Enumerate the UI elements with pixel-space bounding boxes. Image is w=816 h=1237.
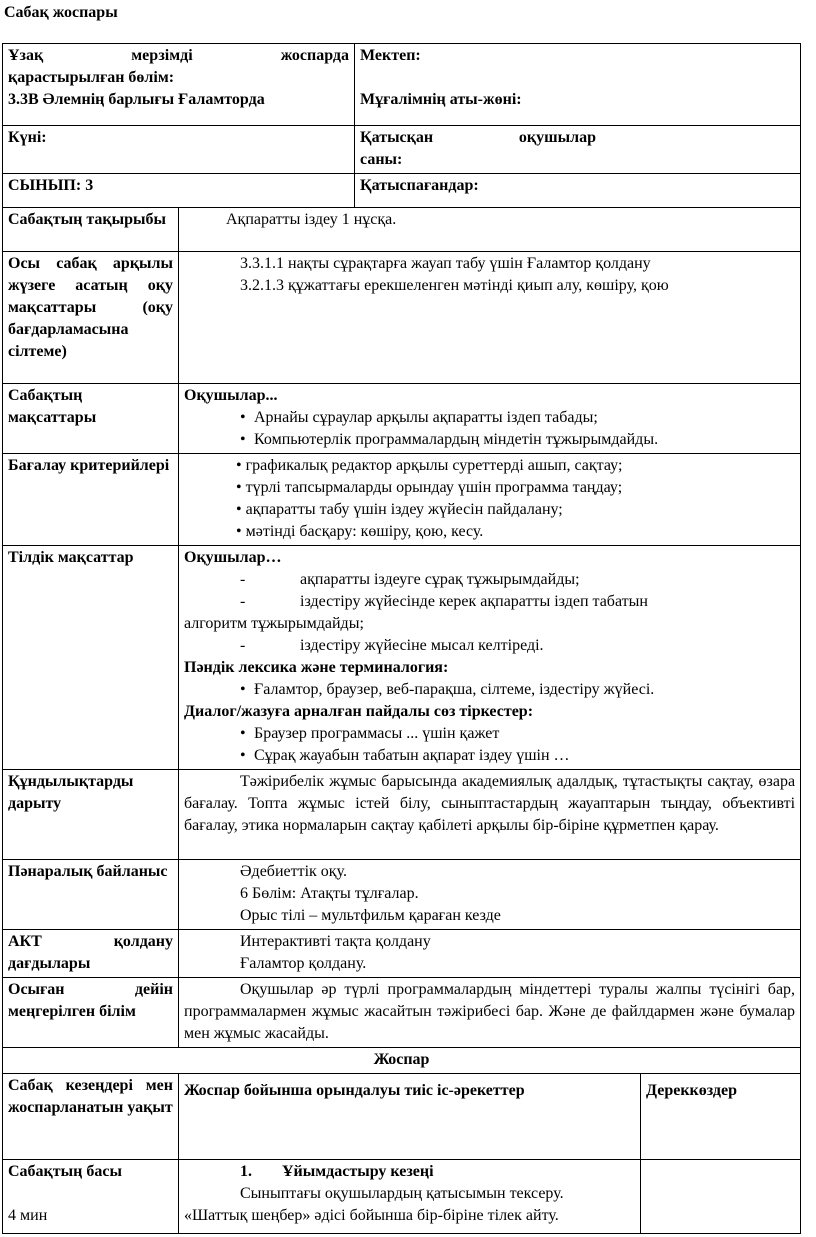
bullet-icon: • <box>240 725 246 742</box>
bullet-icon: • <box>240 747 246 764</box>
criteria-item: • ақпаратты табу үшін іздеу жүйесін пайдалану; <box>236 501 563 518</box>
language-dash-item: - ақпаратты іздеуге сұрақ тұжырымдайды; <box>240 571 580 588</box>
header-row-grade <box>3 174 801 208</box>
teacher-label: Мұғалімнің аты-жөні: <box>360 91 522 108</box>
header-row-date <box>3 126 801 174</box>
cross-item: 6 Бөлім: Атақты тұлғалар. <box>240 885 419 902</box>
cross-item: Орыс тілі – мультфильм қараған кезде <box>240 907 501 924</box>
stage-title: Ұйымдастыру кезеңі <box>282 1163 434 1180</box>
plan-col-resources: Дереккөздер <box>641 1074 801 1160</box>
plan-col-stages: Сабақ кезеңдері мен жоспарланатын уақыт <box>3 1074 179 1160</box>
stage-number: 1. <box>240 1163 252 1180</box>
prior-text: Оқушылар әр түрлі программалардың міндеттері туралы жалпы түсінігі бар, программалармен жұмыс жасайтын тәжірибесі бар. Және де файлдармен және бумалар мен жұмыс жасайды. <box>179 978 801 1048</box>
criteria-label: Бағалау критерийлері <box>3 454 179 546</box>
ict-item: Ғаламтор қолдану. <box>240 955 367 972</box>
plan-title-row <box>3 1048 801 1074</box>
bullet-icon: • <box>240 409 246 426</box>
goals-row <box>3 384 801 454</box>
bullet-icon: • <box>240 681 246 698</box>
goals-intro: Оқушылар... <box>184 387 278 404</box>
absent-cell <box>355 174 801 208</box>
bullet-icon: • <box>240 431 246 448</box>
plan-title: Жоспар <box>3 1048 801 1074</box>
cross-cell <box>179 860 801 930</box>
school-cell <box>355 44 801 126</box>
stage-label-cell <box>3 1160 179 1234</box>
section-label-1: Ұзақ мерзімді жоспарда <box>8 47 350 64</box>
ict-cell <box>179 930 801 978</box>
stage-time: 4 мин <box>8 1207 48 1224</box>
school-label: Мектеп: <box>360 47 421 64</box>
prior-label: Осыған дейін меңгерілген білім <box>3 978 179 1048</box>
stage-row <box>3 1160 801 1234</box>
section-value: 3.3В Әлемнің барлығы Ғаламторда <box>8 91 265 108</box>
ict-row <box>3 930 801 978</box>
dialog-item: • Сұрақ жауабын табатын ақпарат іздеу үшін … <box>184 745 795 767</box>
plan-header-row <box>3 1074 801 1160</box>
plan-col-actions: Жоспар бойынша орындалуы тиіс іс-әрекеттер <box>179 1074 641 1160</box>
objectives-row <box>3 252 801 384</box>
language-label: Тілдік мақсаттар <box>3 546 179 770</box>
lesson-plan-table <box>2 43 801 1234</box>
criteria-row <box>3 454 801 546</box>
present-cell <box>355 126 801 174</box>
language-intro: Оқушылар… <box>184 549 282 566</box>
present-label-1: Қатысқан оқушылар <box>360 129 597 146</box>
stage-actions-cell <box>179 1160 641 1234</box>
goals-label: Сабақтың мақсаттары <box>3 384 179 454</box>
prior-row <box>3 978 801 1048</box>
topic-value: Ақпаратты іздеу 1 нұсқа. <box>226 211 397 228</box>
document-title: Сабақ жоспары <box>4 4 118 21</box>
stage-action: «Шаттық шеңбер» әдісі бойынша бір-біріне тілек айту. <box>184 1207 559 1224</box>
ict-label: АКТ қолдану дағдылары <box>3 930 179 978</box>
cross-item: Әдебиеттік оқу. <box>240 863 347 880</box>
grade-cell <box>3 174 355 208</box>
goals-cell <box>179 384 801 454</box>
goal-item: • Арнайы сұраулар арқылы ақпаратты іздеп табады; <box>184 407 795 429</box>
stage-resources-cell <box>641 1160 801 1234</box>
lexicon-title: Пәндік лексика және терминалогия: <box>184 659 449 676</box>
dialog-item: • Браузер программасы ... үшін қажет <box>184 723 795 745</box>
objectives-label: Осы сабақ арқылы жүзеге асатың оқу мақсаттары (оқу бағдарламасына сілтеме) <box>3 252 179 384</box>
stage-label: Сабақтың басы <box>8 1163 122 1180</box>
language-dash-item: - іздестіру жүйесіне мысал келтіреді. <box>240 637 544 654</box>
lexicon-item: • Ғаламтор, браузер, веб-парақша, сілтеме, іздестіру жүйесі. <box>184 679 795 701</box>
language-row <box>3 546 801 770</box>
ict-item: Интерактивті тақта қолдану <box>240 933 431 950</box>
criteria-item: • түрлі тапсырмаларды орындау үшін программа таңдау; <box>236 479 623 496</box>
absent-label: Қатыспағандар: <box>360 177 479 194</box>
topic-label: Сабақтың тақырыбы <box>3 208 179 252</box>
topic-value-cell <box>179 208 801 252</box>
date-label: Күні: <box>8 129 47 146</box>
cross-label: Пәнаралық байланыс <box>3 860 179 930</box>
grade-label: СЫНЫП: 3 <box>8 177 94 194</box>
language-cell <box>179 546 801 770</box>
objectives-cell <box>179 252 801 384</box>
values-label: Құндылықтарды дарыту <box>3 770 179 860</box>
goal-item: • Компьютерлік программалардың міндетін тұжырымдайды. <box>184 429 795 451</box>
values-text: Тәжірибелік жұмыс барысында академиялық адалдық, тұтастықты сақтау, өзара бағалау. Топта жұмыс істей білу, сыныптастардың жауаптарын тыңдау, объективті бағалау, этика нормаларын сақтау қабілеті арқылы бір-біріне құрметпен қарау. <box>179 770 801 860</box>
language-dash-item: - іздестіру жүйесінде керек ақпаратты іздеп табатын <box>240 593 648 610</box>
header-row-section <box>3 44 801 126</box>
present-label-2: саны: <box>360 151 403 168</box>
values-row <box>3 770 801 860</box>
objective-item: 3.3.1.1 нақты сұрақтарға жауап табу үшін Ғаламтор қолдану <box>240 255 651 272</box>
language-dash-cont: алгоритм тұжырымдайды; <box>184 615 364 632</box>
stage-action: Сыныптағы оқушылардың қатысымын тексеру. <box>240 1185 564 1202</box>
section-label-2: қарастырылған бөлім: <box>8 69 175 86</box>
date-cell <box>3 126 355 174</box>
topic-row <box>3 208 801 252</box>
criteria-item: • графикалық редактор арқылы суреттерді ашып, сақтау; <box>236 457 623 474</box>
objective-item: 3.2.1.3 құжаттағы ерекшеленген мәтінді қиып алу, көшіру, қою <box>240 277 669 294</box>
criteria-cell <box>179 454 801 546</box>
cross-row <box>3 860 801 930</box>
section-cell <box>3 44 355 126</box>
criteria-item: • мәтінді басқару: көшіру, қою, кесу. <box>236 523 484 540</box>
dialog-title: Диалог/жазуға арналған пайдалы сөз тіркестер: <box>184 703 534 720</box>
